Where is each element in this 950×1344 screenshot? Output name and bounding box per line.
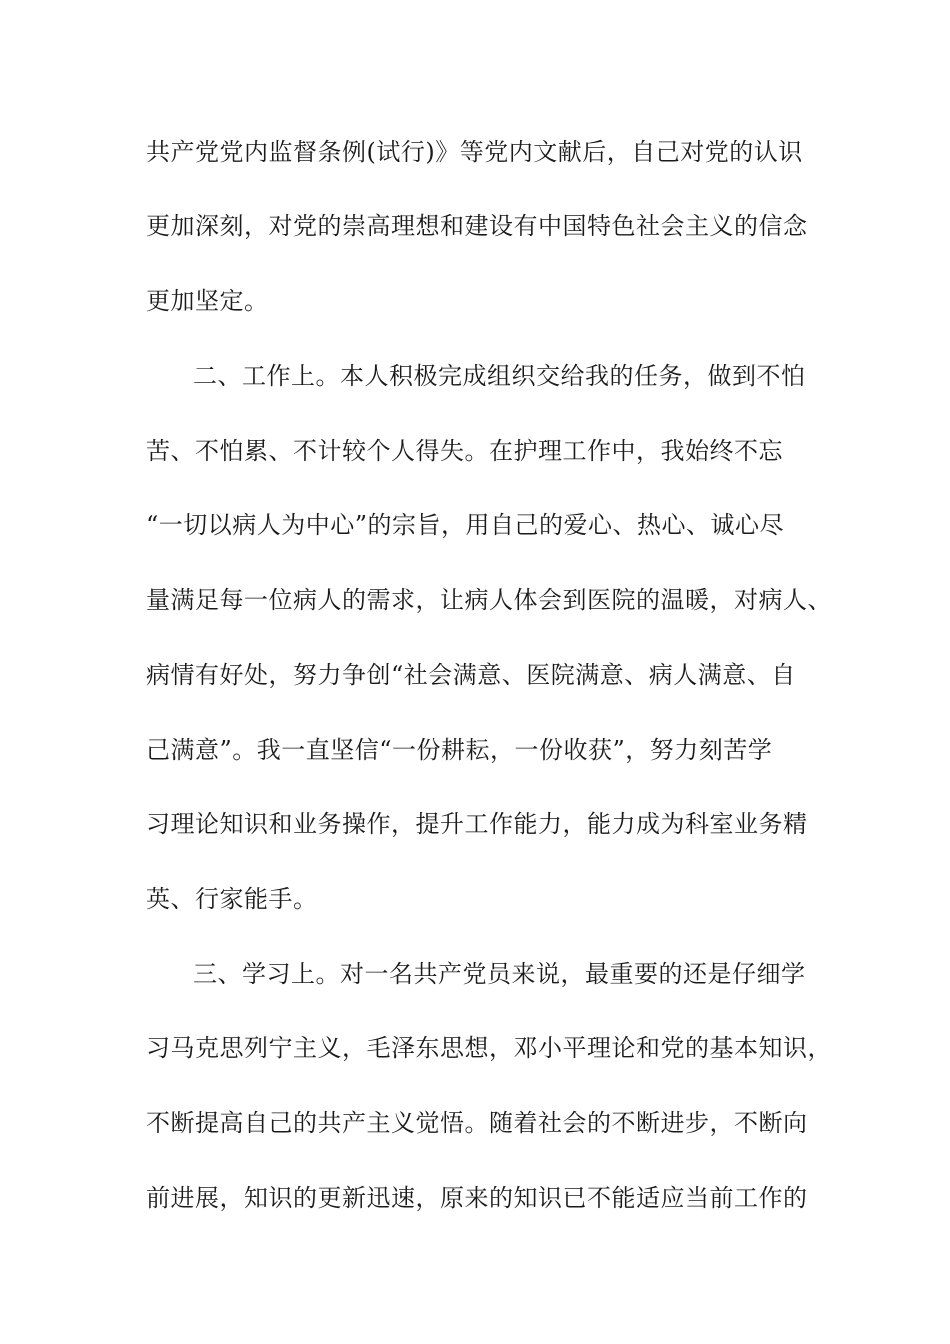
paragraph-start-line: 二、工作上。本人积极完成组织交给我的任务，做到不怕 (193, 362, 806, 390)
text-line: “一切以病人为中心”的宗旨，用自己的爱心、热心、诚心尽 (146, 511, 785, 539)
text-line: 英、行家能手。 (146, 885, 318, 913)
text-line: 苦、不怕累、不计较个人得失。在护理工作中，我始终不忘 (146, 437, 783, 465)
text-line: 习马克思列宁主义，毛泽东思想，邓小平理论和党的基本知识， (146, 1034, 832, 1062)
text-line: 病情有好处，努力争创“社会满意、医院满意、病人满意、自 (146, 661, 796, 689)
text-line: 更加坚定。 (146, 287, 269, 315)
text-line: 更加深刻，对党的崇高理想和建设有中国特色社会主义的信念 (146, 212, 808, 240)
text-line: 量满足每一位病人的需求，让病人体会到医院的温暖，对病人、 (146, 586, 832, 614)
text-line: 习理论知识和业务操作，提升工作能力，能力成为科室业务精 (146, 810, 808, 838)
text-line: 前进展，知识的更新迅速，原来的知识已不能适应当前工作的 (146, 1184, 808, 1212)
text-line: 不断提高自己的共产主义觉悟。随着社会的不断进步，不断向 (146, 1109, 808, 1137)
text-line: 己满意”。我一直坚信“一份耕耘，一份收获”，努力刻苦学 (146, 736, 773, 764)
text-line: 共产党党内监督条例(试行)》等党内文献后，自己对党的认识 (146, 138, 803, 166)
paragraph-start-line: 三、学习上。对一名共产党员来说，最重要的还是仔细学 (193, 960, 806, 988)
